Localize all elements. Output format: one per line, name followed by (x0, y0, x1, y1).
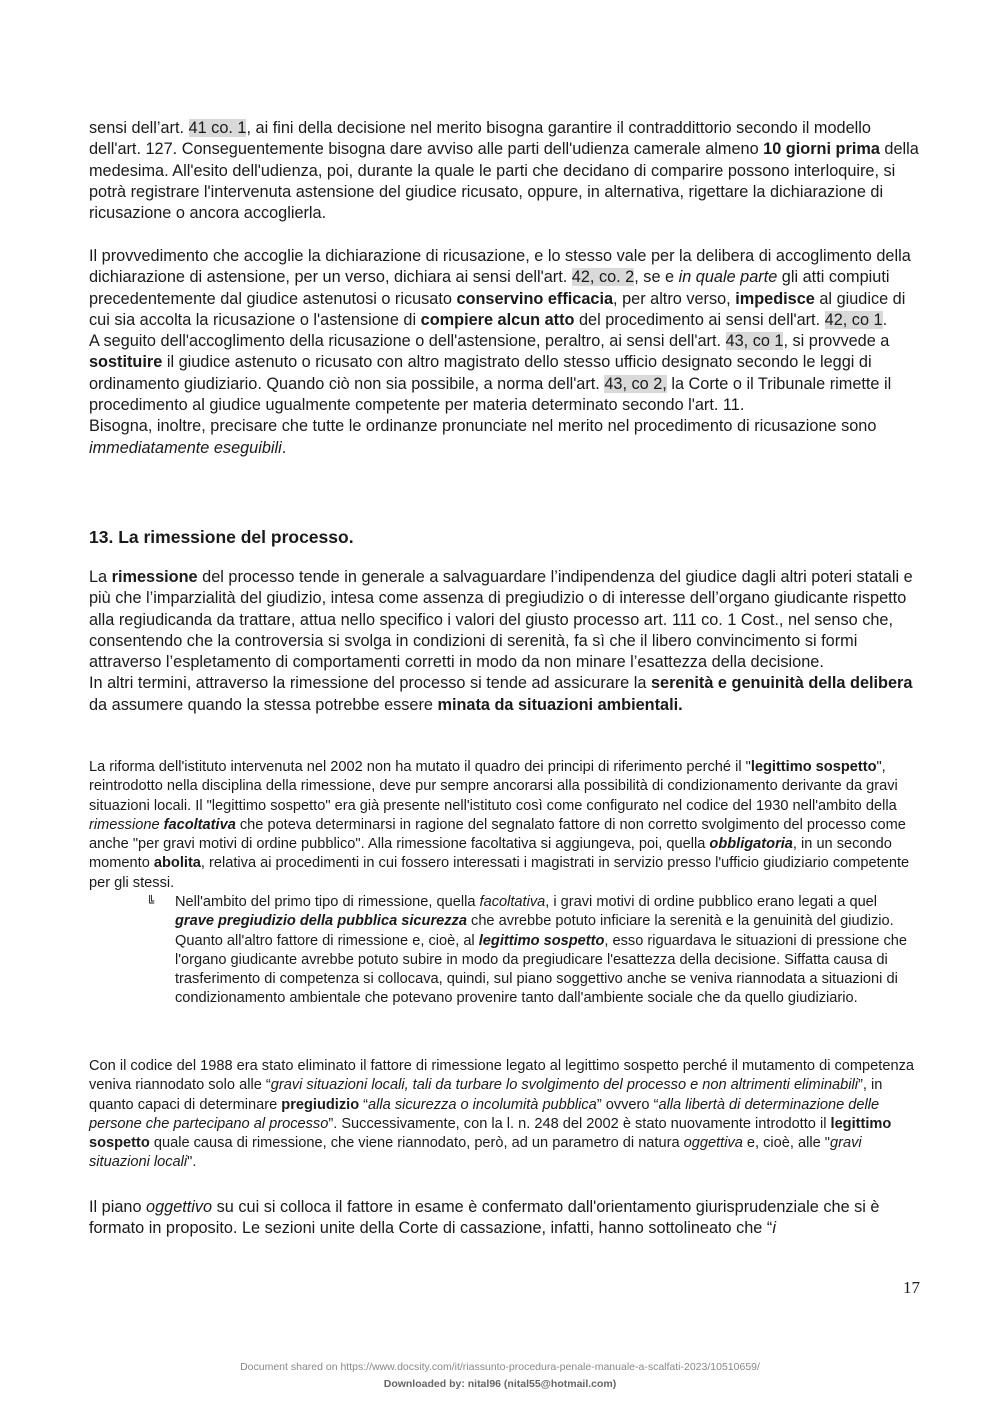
list-item-text: ╚ Nell'ambito del primo tipo di rimessione, quella facoltativa, i gravi motivi di ordine pubblico erano legati a quel grave pregiudizio della pubblica sicurezza che avrebbe potuto inficiare la serenità e la genuinità del giudizio. Quanto all'altro fattore di rimessione e, cioè, al legittimo sospetto, esso riguardava le situazioni di pressione che l'organo giudicante avrebbe potuto subire in modo da pregiudicare l'esattezza della decisione. Siffatta causa di trasferimento di competenza si collocava, quindi, sul piano soggettivo anche se veniva riannodata a situazioni di condizionamento ambientale che potevano provenire tanto dall'ambiente sociale che da quello giudiziario. (147, 894, 907, 1007)
paragraph-rimessione: La rimessione del processo tende in generale a salvaguardare l’indipendenza del giudice dagli altri poteri statali e più che l’imparzialità del giudizio, intesa come assenza di pregiudizio o di interesse dell’organo giudicante rispetto alla regiudicanda da trattare, attua nello specifico i valori del giusto processo art. 111 co. 1 Cost., nel senso che, consentendo che la controversia si svolga in condizioni di serenità, fa sì che il libero convincimento si formi attraverso l’espletamento di comportamenti corretti in modo da non minare l’esattezza della decisione. In altri termini, attraverso la rimessione del processo si tende ad assicurare la serenità e genuinità della delibera da assumere quando la stessa potrebbe essere minata da situazioni ambientali. (89, 568, 913, 714)
article-reference: 43, co 1 (725, 332, 784, 351)
section-heading: 13. La rimessione del processo. (89, 527, 354, 547)
paragraph-codice-1988: Con il codice del 1988 era stato eliminato il fattore di rimessione legato al legittimo sospetto perché il mutamento di competenza veniva riannodato solo alle “gravi situazioni locali, tali da turbare lo svolgimento del processo e non altrimenti eliminabili”, in quanto capaci di determinare pregiudizio “alla sicurezza o incolumità pubblica” ovvero “alla libertà di determinazione delle persone che partecipano al processo”. Successivamente, con la l. n. 248 del 2002 è stato nuovamente introdotto il legittimo sospetto quale causa di rimessione, che viene riannodato, però, ad un parametro di natura oggettiva e, cioè, alle "gravi situazioni locali". (89, 1058, 914, 1171)
article-reference: 41 co. 1 (188, 119, 247, 137)
article-reference: 43, co 2, (604, 374, 667, 393)
list-item (147, 893, 917, 1009)
footer-downloaded-by: Downloaded by: nital96 (nital55@hotmail.com) (383, 1378, 617, 1390)
paragraph-contraddittorio: sensi dell’art. 41 co. 1, ai fini della decisione nel merito bisogna garantire il contraddittorio secondo il modello dell'art. 127. Conseguentemente bisogna dare avviso alle parti dell'udienza camerale almeno 10 giorni prima della medesima. All'esito dell'udienza, poi, durante la quale le parti che decidano di comparire possono interloquire, si potrà registrare l'intervenuta astensione del giudice ricusato, oppure, in alternativa, rigettare la dichiarazione di ricusazione o ancora accoglierla. (89, 119, 919, 223)
paragraph-piano-oggettivo: Il piano oggettivo su cui si colloca il fattore in esame è confermato dall'orientamento giurisprudenziale che si è formato in proposito. Le sezioni unite della Corte di cassazione, infatti, hanno sottolineato che “i (89, 1198, 880, 1238)
page-number: 17 (903, 1278, 920, 1297)
article-reference: 42, co. 2 (571, 268, 635, 287)
article-reference: 42, co 1 (824, 310, 883, 329)
paragraph-provvedimento: Il provvedimento che accoglie la dichiarazione di ricusazione, e lo stesso vale per la delibera di accoglimento della dichiarazione di astensione, per un verso, dichiara ai sensi dell'art. 42, co. 2, se e in quale parte gli atti compiuti precedentemente dal giudice astenutosi o ricusato conservino efficacia, per altro verso, impedisce al giudice di cui sia accolta la ricusazione o l'astensione di compiere alcun atto del procedimento ai sensi dell'art. 42, co 1. A seguito dell'accoglimento della ricusazione o dell'astensione, peraltro, ai sensi dell'art. 43, co 1, si provvede a sostituire il giudice astenuto o ricusato con altro magistrato dello stesso ufficio designato secondo le leggi di ordinamento giudiziario. Quando ciò non sia possibile, a norma dell'art. 43, co 2, la Corte o il Tribunale rimette il procedimento al giudice ugualmente competente per materia determinato secondo l'art. 11. Bisogna, inoltre, precisare che tutte le ordinanze pronunciate nel merito nel procedimento di ricusazione sono immediatamente eseguibili. (89, 247, 911, 457)
paragraph-riforma-2002: La riforma dell'istituto intervenuta nel 2002 non ha mutato il quadro dei principi di riferimento perché il "legittimo sospetto", reintrodotto nella disciplina della rimessione, deve pur sempre ancorarsi alla possibilità di condizionamento derivante da gravi situazioni locali. Il "legittimo sospetto" era già presente nell'istituto così come configurato nel codice del 1930 nell'ambito della rimessione facoltativa che poteva determinarsi in ragione del segnalato fattore di non corretto svolgimento del processo come anche "per gravi motivi di ordine pubblico". Alla rimessione facoltativa si aggiungeva, poi, quella obbligatoria, in un secondo momento abolita, relativa ai procedimenti in cui fossero interessati i magistrati in servizio presso l'ufficio giudiziario competente per gli stessi. (89, 759, 910, 891)
footer-shared-link[interactable]: Document shared on https://www.docsity.com/it/riassunto-procedura-penale-manuale-a-scalfati-2023/10510659/ (240, 1361, 760, 1373)
bullet-marker: ╚ (147, 895, 155, 909)
